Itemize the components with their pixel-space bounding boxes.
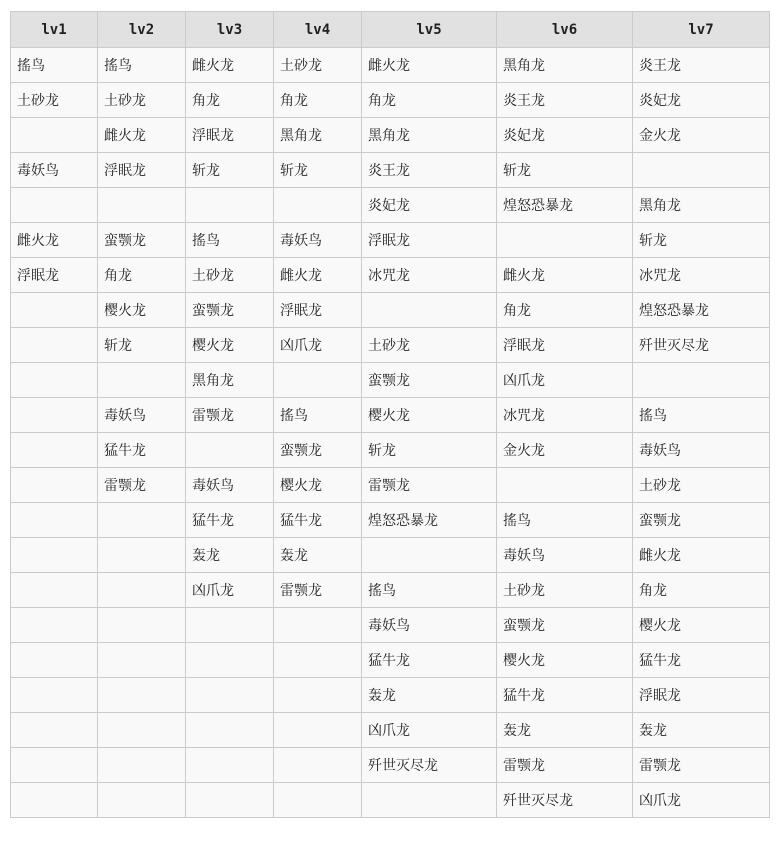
table-cell-lv3: 浮眠龙	[186, 118, 274, 153]
table-cell-lv4: 猛牛龙	[274, 503, 362, 538]
monster-level-table	[10, 11, 770, 818]
table-cell-lv4	[274, 363, 362, 398]
table-cell-lv3	[186, 433, 274, 468]
table-row	[11, 573, 770, 608]
table-cell-lv1: 搖鸟	[11, 48, 98, 83]
table-cell-lv2	[98, 748, 186, 783]
table-cell-lv3	[186, 713, 274, 748]
table-cell-lv1	[11, 503, 98, 538]
column-header-lv6: lv6	[497, 12, 633, 48]
table-cell-lv2: 浮眠龙	[98, 153, 186, 188]
table-cell-lv3	[186, 783, 274, 818]
table-cell-lv7: 煌怒恐暴龙	[633, 293, 770, 328]
table-cell-lv5: 雷颚龙	[362, 468, 497, 503]
table-cell-lv1	[11, 468, 98, 503]
table-cell-lv7: 斩龙	[633, 223, 770, 258]
table-cell-lv4: 角龙	[274, 83, 362, 118]
table-cell-lv5	[362, 293, 497, 328]
table-cell-lv4: 斩龙	[274, 153, 362, 188]
table-cell-lv6: 角龙	[497, 293, 633, 328]
table-cell-lv2	[98, 503, 186, 538]
table-cell-lv2	[98, 783, 186, 818]
table-cell-lv4: 樱火龙	[274, 468, 362, 503]
table-row	[11, 153, 770, 188]
table-cell-lv5: 轰龙	[362, 678, 497, 713]
table-cell-lv2: 搖鸟	[98, 48, 186, 83]
table-cell-lv5: 煌怒恐暴龙	[362, 503, 497, 538]
table-cell-lv7: 凶爪龙	[633, 783, 770, 818]
table-cell-lv2: 蛮颚龙	[98, 223, 186, 258]
table-cell-lv5: 搖鸟	[362, 573, 497, 608]
column-header-lv2: lv2	[98, 12, 186, 48]
table-cell-lv3	[186, 748, 274, 783]
table-cell-lv7	[633, 153, 770, 188]
table-cell-lv6: 炎王龙	[497, 83, 633, 118]
table-cell-lv7: 金火龙	[633, 118, 770, 153]
table-row	[11, 293, 770, 328]
table-cell-lv6: 土砂龙	[497, 573, 633, 608]
table-row	[11, 608, 770, 643]
table-row	[11, 538, 770, 573]
table-cell-lv6	[497, 223, 633, 258]
table-cell-lv1	[11, 748, 98, 783]
table-cell-lv4	[274, 748, 362, 783]
column-header-lv3: lv3	[186, 12, 274, 48]
table-cell-lv4: 雌火龙	[274, 258, 362, 293]
table-cell-lv3: 蛮颚龙	[186, 293, 274, 328]
table-cell-lv1	[11, 293, 98, 328]
table-cell-lv4: 搖鸟	[274, 398, 362, 433]
table-cell-lv1	[11, 398, 98, 433]
table-cell-lv2: 雌火龙	[98, 118, 186, 153]
table-cell-lv2: 樱火龙	[98, 293, 186, 328]
table-row	[11, 713, 770, 748]
table-cell-lv6: 冰咒龙	[497, 398, 633, 433]
table-cell-lv3: 凶爪龙	[186, 573, 274, 608]
table-cell-lv7: 歼世灭尽龙	[633, 328, 770, 363]
table-cell-lv5: 猛牛龙	[362, 643, 497, 678]
table-cell-lv6: 浮眠龙	[497, 328, 633, 363]
column-header-lv7: lv7	[633, 12, 770, 48]
table-cell-lv4	[274, 713, 362, 748]
table-cell-lv6: 斩龙	[497, 153, 633, 188]
table-cell-lv4	[274, 678, 362, 713]
table-cell-lv3: 雷颚龙	[186, 398, 274, 433]
table-cell-lv3: 雌火龙	[186, 48, 274, 83]
table-cell-lv6: 猛牛龙	[497, 678, 633, 713]
table-cell-lv5: 蛮颚龙	[362, 363, 497, 398]
column-header-lv5: lv5	[362, 12, 497, 48]
table-row	[11, 188, 770, 223]
table-cell-lv3: 角龙	[186, 83, 274, 118]
table-cell-lv5: 黑角龙	[362, 118, 497, 153]
table-cell-lv7: 角龙	[633, 573, 770, 608]
table-row	[11, 118, 770, 153]
table-cell-lv6: 煌怒恐暴龙	[497, 188, 633, 223]
table-cell-lv6: 雷颚龙	[497, 748, 633, 783]
table-row	[11, 643, 770, 678]
table-cell-lv3	[186, 678, 274, 713]
table-cell-lv6: 雌火龙	[497, 258, 633, 293]
table-cell-lv6: 歼世灭尽龙	[497, 783, 633, 818]
table-cell-lv6: 毒妖鸟	[497, 538, 633, 573]
table-cell-lv2	[98, 363, 186, 398]
table-row	[11, 468, 770, 503]
table-cell-lv1	[11, 713, 98, 748]
table-cell-lv7: 蛮颚龙	[633, 503, 770, 538]
table-cell-lv1	[11, 433, 98, 468]
table-cell-lv4: 毒妖鸟	[274, 223, 362, 258]
column-header-lv4: lv4	[274, 12, 362, 48]
table-cell-lv4: 黑角龙	[274, 118, 362, 153]
table-cell-lv2: 猛牛龙	[98, 433, 186, 468]
table-cell-lv6: 搖鸟	[497, 503, 633, 538]
table-cell-lv5: 毒妖鸟	[362, 608, 497, 643]
table-cell-lv5: 浮眠龙	[362, 223, 497, 258]
table-container	[10, 11, 770, 818]
table-cell-lv3: 搖鸟	[186, 223, 274, 258]
table-cell-lv3: 猛牛龙	[186, 503, 274, 538]
table-cell-lv7: 轰龙	[633, 713, 770, 748]
table-cell-lv1: 浮眠龙	[11, 258, 98, 293]
table-row	[11, 748, 770, 783]
table-cell-lv7: 黑角龙	[633, 188, 770, 223]
header-row	[11, 12, 770, 48]
table-cell-lv7: 土砂龙	[633, 468, 770, 503]
table-cell-lv2: 土砂龙	[98, 83, 186, 118]
table-cell-lv7: 冰咒龙	[633, 258, 770, 293]
table-cell-lv7: 雌火龙	[633, 538, 770, 573]
table-row	[11, 328, 770, 363]
table-cell-lv3: 土砂龙	[186, 258, 274, 293]
table-cell-lv4: 浮眠龙	[274, 293, 362, 328]
table-cell-lv1	[11, 538, 98, 573]
table-cell-lv1	[11, 643, 98, 678]
table-cell-lv4	[274, 783, 362, 818]
table-row	[11, 48, 770, 83]
table-cell-lv3	[186, 188, 274, 223]
table-cell-lv3	[186, 608, 274, 643]
table-cell-lv4	[274, 608, 362, 643]
table-cell-lv5: 炎王龙	[362, 153, 497, 188]
table-cell-lv5: 斩龙	[362, 433, 497, 468]
table-cell-lv1	[11, 188, 98, 223]
table-cell-lv1	[11, 608, 98, 643]
table-cell-lv2: 斩龙	[98, 328, 186, 363]
table-cell-lv6: 轰龙	[497, 713, 633, 748]
table-cell-lv3: 樱火龙	[186, 328, 274, 363]
table-cell-lv2	[98, 608, 186, 643]
table-cell-lv7: 雷颚龙	[633, 748, 770, 783]
table-cell-lv6: 凶爪龙	[497, 363, 633, 398]
table-cell-lv5	[362, 538, 497, 573]
table-row	[11, 223, 770, 258]
table-cell-lv2	[98, 188, 186, 223]
table-cell-lv7: 樱火龙	[633, 608, 770, 643]
table-cell-lv2	[98, 538, 186, 573]
table-cell-lv7: 炎妃龙	[633, 83, 770, 118]
table-row	[11, 398, 770, 433]
table-cell-lv4: 蛮颚龙	[274, 433, 362, 468]
table-cell-lv2	[98, 678, 186, 713]
table-cell-lv1: 毒妖鸟	[11, 153, 98, 188]
table-cell-lv7	[633, 363, 770, 398]
table-cell-lv1	[11, 118, 98, 153]
table-cell-lv7: 毒妖鸟	[633, 433, 770, 468]
table-cell-lv5: 凶爪龙	[362, 713, 497, 748]
column-header-lv1: lv1	[11, 12, 98, 48]
table-cell-lv3: 斩龙	[186, 153, 274, 188]
table-cell-lv4: 轰龙	[274, 538, 362, 573]
table-cell-lv1: 土砂龙	[11, 83, 98, 118]
table-cell-lv3: 轰龙	[186, 538, 274, 573]
table-cell-lv1	[11, 678, 98, 713]
table-cell-lv7: 炎王龙	[633, 48, 770, 83]
table-cell-lv6	[497, 468, 633, 503]
table-cell-lv5: 冰咒龙	[362, 258, 497, 293]
table-cell-lv7: 搖鸟	[633, 398, 770, 433]
table-cell-lv6: 蛮颚龙	[497, 608, 633, 643]
table-cell-lv5: 雌火龙	[362, 48, 497, 83]
table-cell-lv6: 炎妃龙	[497, 118, 633, 153]
table-cell-lv2	[98, 643, 186, 678]
table-cell-lv4	[274, 643, 362, 678]
table-cell-lv2: 毒妖鸟	[98, 398, 186, 433]
table-cell-lv1	[11, 363, 98, 398]
table-cell-lv3: 毒妖鸟	[186, 468, 274, 503]
table-row	[11, 83, 770, 118]
table-cell-lv2: 雷颚龙	[98, 468, 186, 503]
table-cell-lv2	[98, 713, 186, 748]
table-row	[11, 783, 770, 818]
table-cell-lv2	[98, 573, 186, 608]
table-cell-lv5: 樱火龙	[362, 398, 497, 433]
table-cell-lv4	[274, 188, 362, 223]
table-row	[11, 503, 770, 538]
table-row	[11, 678, 770, 713]
table-cell-lv1	[11, 783, 98, 818]
table-cell-lv4: 土砂龙	[274, 48, 362, 83]
table-cell-lv6: 樱火龙	[497, 643, 633, 678]
table-cell-lv1: 雌火龙	[11, 223, 98, 258]
table-cell-lv7: 浮眠龙	[633, 678, 770, 713]
table-cell-lv2: 角龙	[98, 258, 186, 293]
table-row	[11, 258, 770, 293]
table-cell-lv6: 黑角龙	[497, 48, 633, 83]
table-cell-lv5: 角龙	[362, 83, 497, 118]
table-row	[11, 363, 770, 398]
table-cell-lv1	[11, 573, 98, 608]
table-cell-lv5	[362, 783, 497, 818]
table-cell-lv4: 雷颚龙	[274, 573, 362, 608]
table-cell-lv1	[11, 328, 98, 363]
table-cell-lv5: 土砂龙	[362, 328, 497, 363]
table-cell-lv3: 黑角龙	[186, 363, 274, 398]
table-cell-lv3	[186, 643, 274, 678]
table-cell-lv5: 歼世灭尽龙	[362, 748, 497, 783]
table-body	[11, 48, 770, 818]
table-cell-lv7: 猛牛龙	[633, 643, 770, 678]
table-cell-lv5: 炎妃龙	[362, 188, 497, 223]
table-cell-lv4: 凶爪龙	[274, 328, 362, 363]
table-row	[11, 433, 770, 468]
table-cell-lv6: 金火龙	[497, 433, 633, 468]
